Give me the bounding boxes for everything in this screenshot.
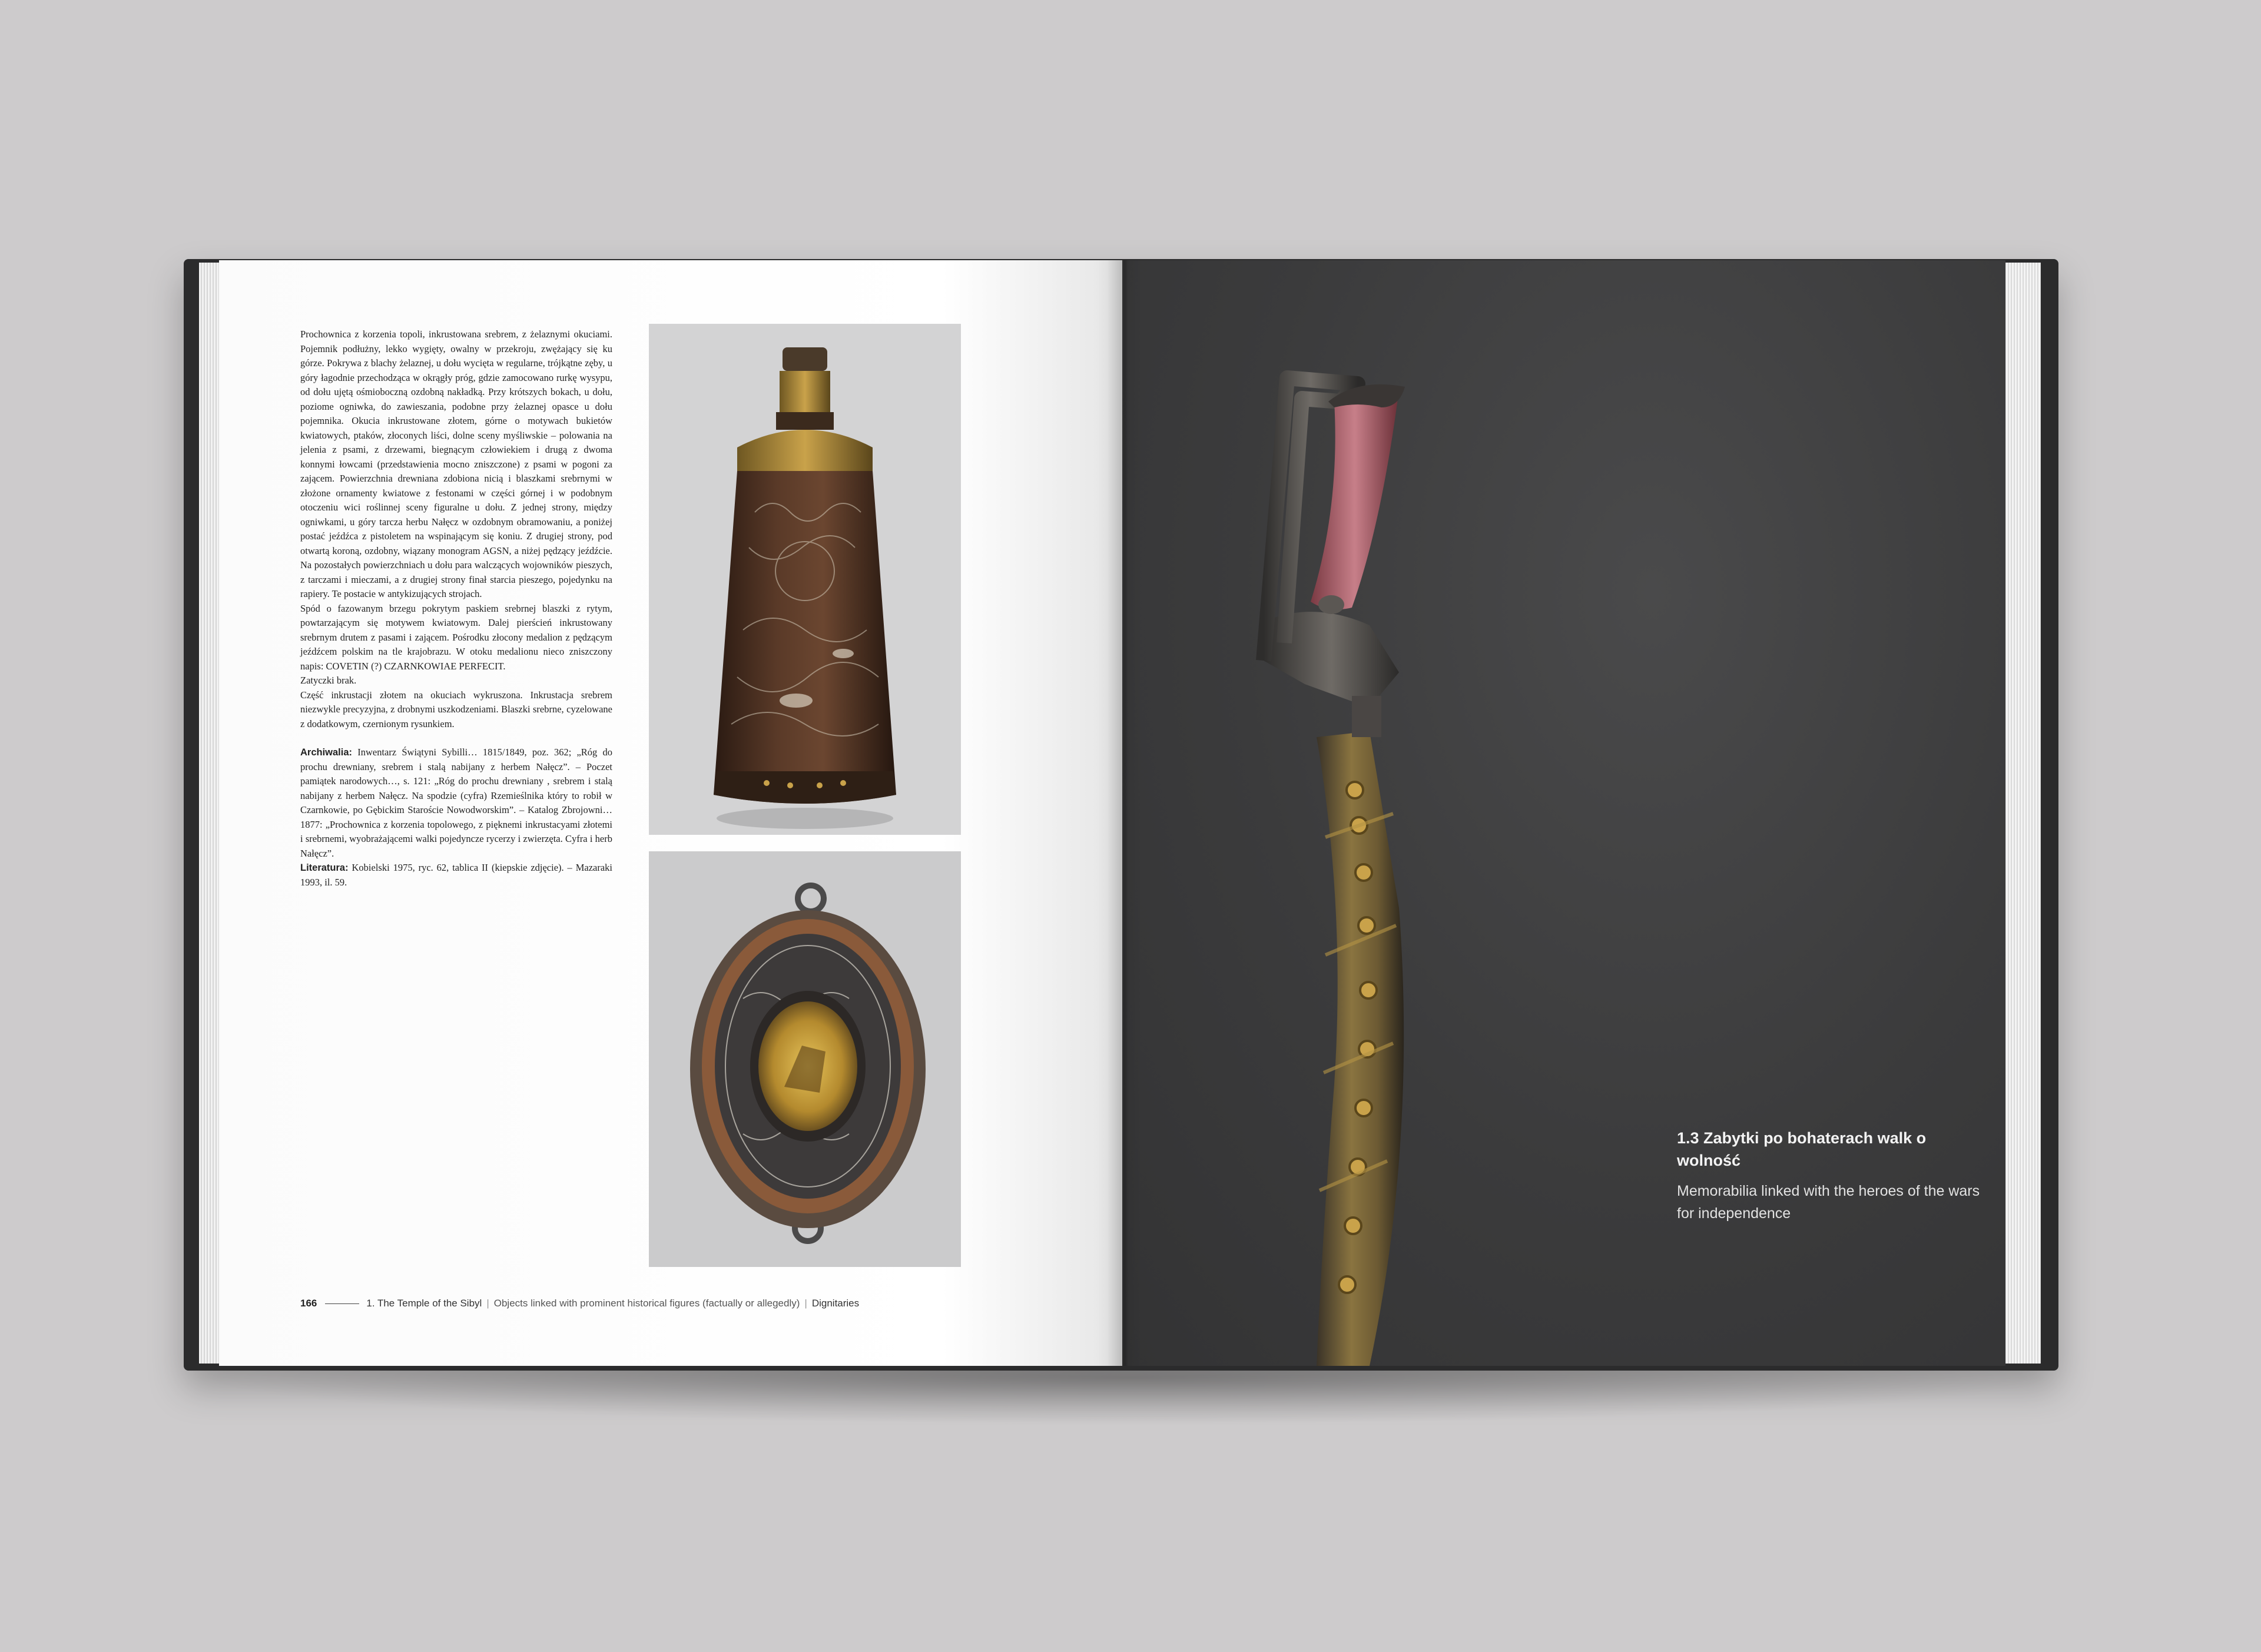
footer-separator: | xyxy=(804,1298,807,1309)
page-footer xyxy=(300,1298,859,1309)
page-edges-right xyxy=(2002,263,2041,1364)
description-paragraph: Prochownica z korzenia topoli, inkrustowana srebrem, z żelaznymi okuciami. Pojemnik podłużny, lekko wygięty, owalny w przekroju, zwężający się ku górze. Pokrywa z blachy żelaznej, u dołu wycięta w regularne, trójkątne zęby, u góry łagodnie przechodząca w okrągły próg, gdzie zamocowano rurkę wysypu, od dołu ujętą ośmioboczną ozdobną nakładką. Przy krótszych bokach, u dołu, poziome ogniwka, do zawieszania, podobne przy żelaznej opasce u dołu pojemnika. Okucia inkrustowane złotem, górne o motywach bukietów kwiatowych, ptaków, złoconych liści, dolne sceny myśliwskie – polowania na jelenia z psami, z drzewami, biegnącym człowiekiem i drugą z dwoma konnymi łowcami (przedstawienia mocno zniszczone) z psami w pogoni za zającem. Powierzchnia drewniana zdobiona nicią i blaszkami srebrnymi w złożone ornamenty kwiatowe z festonami w części górnej i w podobnym otoczeniu wici roślinnej sceny figuralne u dołu. Z jednej strony, między ogniwkami, u góry tarcza herbu Nałęcz w ozdobnym obramowaniu, a poniżej postać jeźdźca z pistoletem na wspinającym się koniu. Z drugiej strony, pod otwartą koroną, ozdobny, wiązany monogram AGSN, a niżej pędzący jeźdźcie. Na pozostałych powierzchniach u dołu para walczących wojowników pieszych, z tarczami i mieczami, a z drugiej strony finał starcia pieszego, pojedynku na rapiery. Te postacie w antykizujących strojach. xyxy=(300,329,612,599)
powder-flask-illustration xyxy=(649,324,961,835)
footer-section: Objects linked with prominent historical figures (factually or allegedly) xyxy=(493,1298,800,1309)
literatura-text: Kobielski 1975, ryc. 62, tablica II (kiepskie zdjęcie). – Mazaraki 1993, il. 59. xyxy=(300,862,612,888)
description-paragraph: Spód o fazowanym brzegu pokrytym paskiem srebrnej blaszki z rytym, powtarzającym się motywem kwiatowym. Dalej pierścień inkrustowany srebrnym drutem z pasami i zającem. Pośrodku złocony medalion z pędzącym jeźdźcem polskim na tle krajobrazu. W otoku medalionu nieco zniszczony napis: COVETIN (?) CZARNKOWIAE PERFECIT. xyxy=(300,602,612,672)
archiwalia-text: Inwentarz Świątyni Sybilli… 1815/1849, poz. 362; „Róg do prochu drewniany, srebrem i stalą nabijany z herbem Nałęcz”. – Poczet pamiątek narodowych…, s. 121: „Róg do prochu drewniany , srebrem i stalą nabijany z herbem Nałęcz. Na spodzie (cyfra) Rzemieślnika który to robił w Czarnkowie, po Gębickim Staroście Nowodworskim”. – Katalog Zbrojowni… 1877: „Prochownica z korzenia topolowego, z pięknemi inkrustacyami złotemi i srebrnemi, wyobrażającemi walki pojedyncze rycerzy i zwierzęta. Cyfra i herb Nałęcz”. xyxy=(300,747,612,859)
page-number: 166 xyxy=(300,1298,317,1309)
description-paragraph: Część inkrustacji złotem na okuciach wykruszona. Inkrustacja srebrem niezwykle precyzyjna, z drobnymi uszkodzeniami. Blaszki srebrne, cyzelowane z dodatkowym, czernionym rysunkiem. xyxy=(300,689,612,729)
powder-flask-photo xyxy=(649,324,961,835)
footer-separator: | xyxy=(486,1298,489,1309)
description-paragraph: Zatyczki brak. xyxy=(300,675,357,686)
footer-rule xyxy=(325,1303,359,1304)
footer-chapter: 1. The Temple of the Sibyl xyxy=(366,1298,482,1309)
literatura-block xyxy=(300,861,612,890)
literatura-label: Literatura: xyxy=(300,863,349,873)
section-title: 1.3 Zabytki po bohaterach walk o wolność xyxy=(1677,1129,1927,1169)
footer-subsection: Dignitaries xyxy=(811,1298,860,1309)
archiwalia-block xyxy=(300,745,612,861)
flask-base-illustration xyxy=(649,851,961,1267)
flask-base-photo xyxy=(649,851,961,1267)
object-description xyxy=(300,327,612,890)
archiwalia-label: Archiwalia: xyxy=(300,747,353,758)
section-subtitle: Memorabilia linked with the heroes of the wars for independence xyxy=(1677,1183,1980,1222)
